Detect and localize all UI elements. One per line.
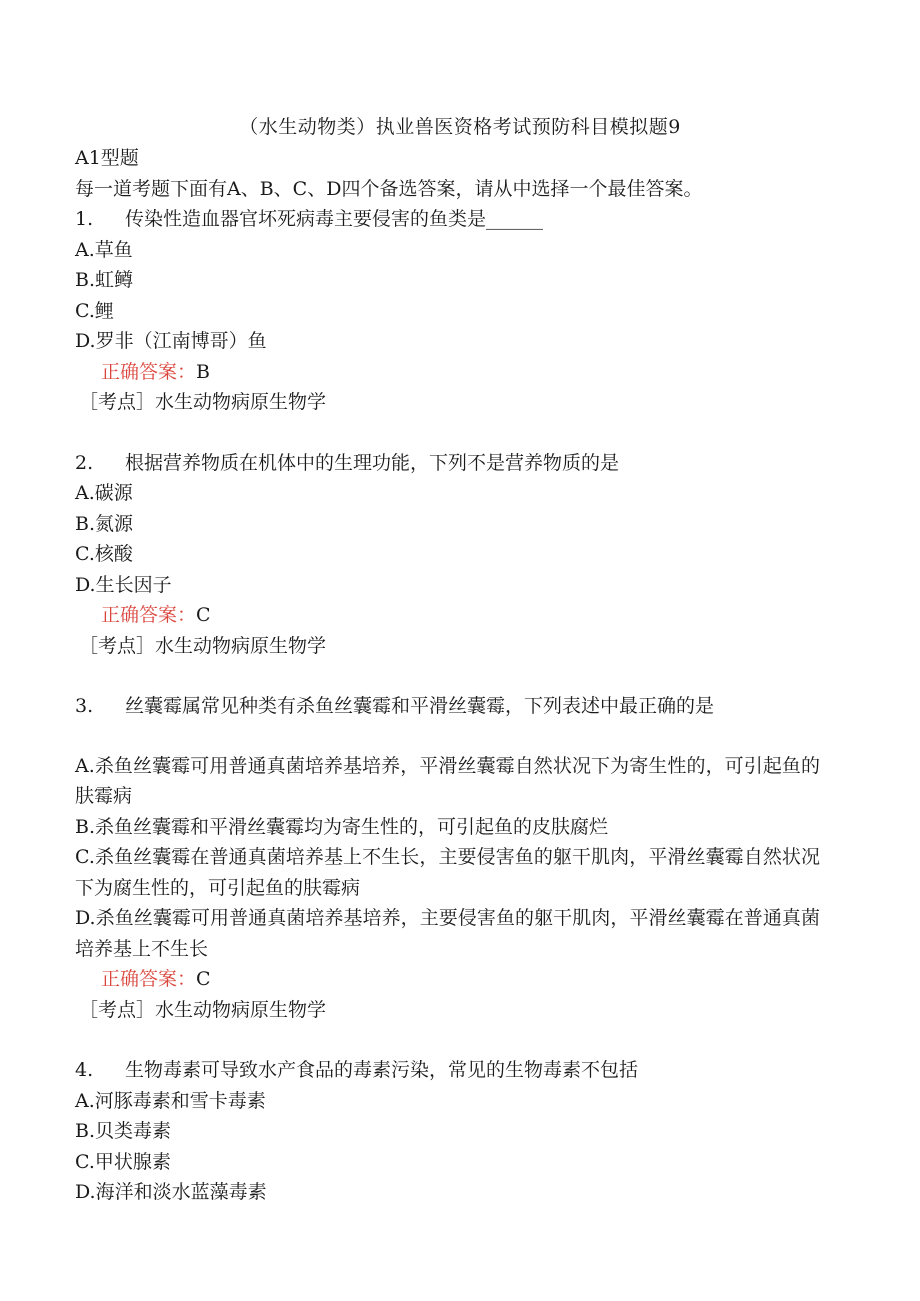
- instruction-text: 每一道考题下面有A、B、C、D四个备选答案，请从中选择一个最佳答案。: [75, 177, 703, 200]
- option-a: A.杀鱼丝囊霉可用普通真菌培养基培养，平滑丝囊霉自然状况下为寄生性的，可引起鱼的肤霉病: [75, 754, 820, 807]
- question-number: 2.: [75, 451, 94, 474]
- question-2: [75, 448, 820, 662]
- answer-value: C: [196, 604, 211, 626]
- spacer: [75, 418, 820, 448]
- question-text: 生物毒素可导致水产食品的毒素污染，常见的生物毒素不包括: [125, 1059, 639, 1081]
- question-number: 4.: [75, 1059, 94, 1081]
- question-number: 1.: [75, 208, 94, 230]
- answer-label: 正确答案：: [101, 360, 197, 383]
- question-text: 丝囊霉属常见种类有杀鱼丝囊霉和平滑丝囊霉，下列表述中最正确的是: [125, 695, 715, 717]
- option-b: B.贝类毒素: [75, 1120, 172, 1142]
- question-1: [75, 204, 820, 418]
- option-b: B.虹鳟: [75, 269, 134, 291]
- option-a: A.草鱼: [75, 238, 133, 261]
- spacer: [75, 722, 820, 751]
- exam-point: ［考点］水生动物病原生物学: [79, 998, 327, 1021]
- option-d: D.罗非（江南博哥）鱼: [75, 330, 267, 352]
- page-title: （水生动物类）执业兽医资格考试预防科目模拟题9: [239, 116, 681, 138]
- exam-point: ［考点］水生动物病原生物学: [79, 391, 327, 413]
- question-stem: [75, 691, 820, 722]
- spacer: [75, 661, 820, 691]
- section-title: A1型题: [75, 147, 139, 169]
- correct-answer: [75, 964, 820, 995]
- option-c: C.核酸: [75, 543, 133, 565]
- question-text: 根据营养物质在机体中的生理功能，下列不是营养物质的是: [125, 451, 620, 474]
- question-number: 3.: [75, 695, 94, 717]
- document-body: [75, 143, 820, 1208]
- option-a: A.河豚毒素和雪卡毒素: [75, 1089, 266, 1112]
- question-stem: [75, 448, 820, 479]
- option-b: B.氮源: [75, 512, 134, 535]
- option-d: D.杀鱼丝囊霉可用普通真菌培养基培养，主要侵害鱼的躯干肌肉，平滑丝囊霉在普通真菌培养基上不生长: [75, 907, 820, 960]
- spacer: [75, 1025, 820, 1055]
- question-3: [75, 691, 820, 1025]
- option-c: C.甲状腺素: [75, 1150, 171, 1173]
- answer-value: B: [196, 360, 210, 383]
- question-stem: [75, 1055, 820, 1086]
- question-stem: [75, 204, 820, 235]
- option-c: C.杀鱼丝囊霉在普通真菌培养基上不生长，主要侵害鱼的躯干肌肉，平滑丝囊霉自然状况下为腐生性的，可引起鱼的肤霉病: [75, 846, 820, 899]
- question-text: 传染性造血器官坏死病毒主要侵害的鱼类是______: [125, 208, 544, 230]
- exam-point: ［考点］水生动物病原生物学: [79, 634, 327, 657]
- correct-answer: [75, 600, 820, 631]
- option-c: C.鲤: [75, 299, 114, 322]
- answer-label: 正确答案：: [101, 604, 197, 626]
- option-a: A.碳源: [75, 482, 133, 504]
- answer-label: 正确答案：: [101, 968, 197, 990]
- option-d: D.生长因子: [75, 573, 172, 596]
- correct-answer: [75, 357, 820, 388]
- option-d: D.海洋和淡水蓝藻毒素: [75, 1181, 267, 1203]
- option-b: B.杀鱼丝囊霉和平滑丝囊霉均为寄生性的，可引起鱼的皮肤腐烂: [75, 815, 609, 838]
- answer-value: C: [196, 968, 211, 990]
- question-4: [75, 1055, 820, 1208]
